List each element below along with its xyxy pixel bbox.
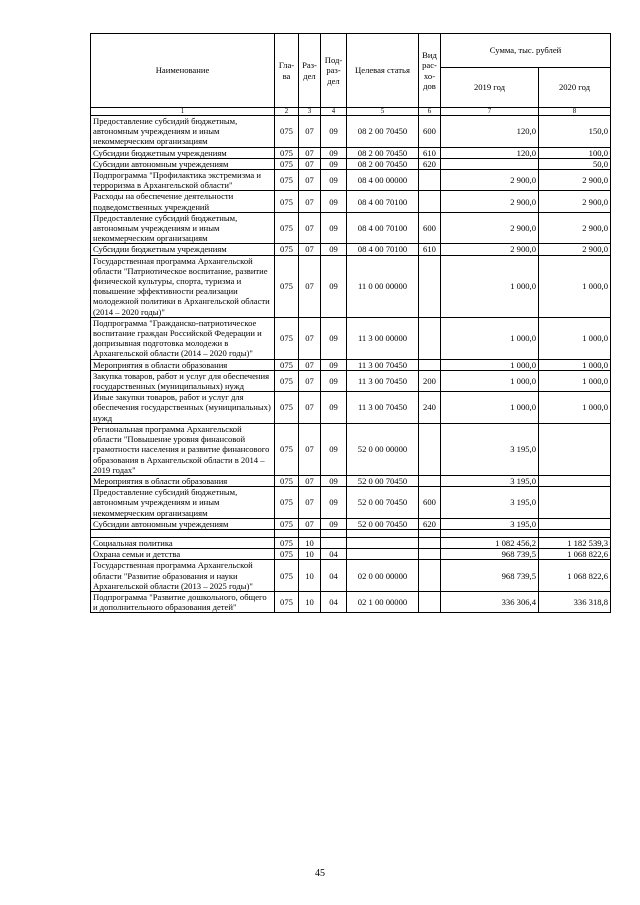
row-target: 02 0 00 00000	[347, 560, 419, 592]
row-name: Закупка товаров, работ и услуг для обеспечения государственных (муниципальных) нужд	[91, 370, 275, 391]
row-2019: 1 000,0	[441, 255, 539, 317]
row-2019: 3 195,0	[441, 518, 539, 529]
row-vid: 610	[419, 147, 441, 158]
row-2020: 1 000,0	[539, 370, 611, 391]
row-podrazdel: 04	[321, 591, 347, 612]
row-podrazdel: 09	[321, 359, 347, 370]
row-vid	[419, 475, 441, 486]
row-name: Региональная программа Архангельской области "Повышение уровня финансовой грамотности населения и развитие финансового образования в Архангельской области в 2014 – 2019 годах"	[91, 423, 275, 475]
row-target: 11 3 00 70450	[347, 392, 419, 424]
row-2019	[441, 529, 539, 537]
col-index: 5	[347, 108, 419, 116]
header-2020: 2020 год	[539, 68, 611, 108]
row-vid	[419, 549, 441, 560]
header-razdel: Раз-дел	[299, 34, 321, 108]
row-razdel	[299, 529, 321, 537]
row-target: 08 2 00 70450	[347, 147, 419, 158]
row-name: Субсидии бюджетным учреждениям	[91, 147, 275, 158]
row-vid	[419, 255, 441, 317]
row-target: 11 3 00 70450	[347, 370, 419, 391]
row-target: 08 4 00 70100	[347, 212, 419, 244]
row-target: 08 4 00 00000	[347, 170, 419, 191]
row-glava: 075	[275, 537, 299, 548]
row-2019: 3 195,0	[441, 423, 539, 475]
row-target: 08 2 00 70450	[347, 116, 419, 148]
table-row	[91, 537, 611, 548]
row-name: Государственная программа Архангельской области "Патриотическое воспитание, развитие физической культуры, спорта, туризма и повышение эффективности реализации молодежной политики в Архангельской области (2014 – 2020 годы)"	[91, 255, 275, 317]
row-name: Подпрограмма "Гражданско-патриотическое воспитание граждан Российской Федерации и допризывная подготовка молодежи в Архангельской области (2014 – 2020 годы)"	[91, 317, 275, 359]
table-row	[91, 170, 611, 191]
header-target: Целевая статья	[347, 34, 419, 108]
table-header	[91, 34, 611, 116]
row-2020: 1 000,0	[539, 359, 611, 370]
row-name: Подпрограмма "Профилактика экстремизма и терроризма в Архангельской области"	[91, 170, 275, 191]
row-name: Субсидии автономным учреждениям	[91, 518, 275, 529]
row-podrazdel: 09	[321, 244, 347, 255]
row-2020: 1 182 539,3	[539, 537, 611, 548]
row-razdel: 07	[299, 317, 321, 359]
header-glava: Гла-ва	[275, 34, 299, 108]
row-2019: 968 739,5	[441, 549, 539, 560]
row-name: Предоставление субсидий бюджетным, автономным учреждениям и иным некоммерческим организациям	[91, 116, 275, 148]
header-name: Наименование	[91, 34, 275, 108]
row-podrazdel: 04	[321, 549, 347, 560]
row-podrazdel: 09	[321, 147, 347, 158]
row-name: Охрана семьи и детства	[91, 549, 275, 560]
col-index: 3	[299, 108, 321, 116]
row-vid: 240	[419, 392, 441, 424]
row-target: 08 4 00 70100	[347, 191, 419, 212]
row-name: Субсидии автономным учреждениям	[91, 158, 275, 169]
table-row	[91, 158, 611, 169]
row-razdel: 07	[299, 370, 321, 391]
col-index: 7	[441, 108, 539, 116]
row-target: 08 2 00 70450	[347, 158, 419, 169]
col-index: 4	[321, 108, 347, 116]
row-2019: 120,0	[441, 116, 539, 148]
row-glava: 075	[275, 191, 299, 212]
row-target: 52 0 00 70450	[347, 475, 419, 486]
row-razdel: 07	[299, 518, 321, 529]
row-podrazdel	[321, 529, 347, 537]
row-podrazdel: 09	[321, 212, 347, 244]
row-podrazdel: 09	[321, 370, 347, 391]
row-podrazdel: 09	[321, 392, 347, 424]
row-2019: 336 306,4	[441, 591, 539, 612]
row-vid: 620	[419, 518, 441, 529]
row-glava: 075	[275, 518, 299, 529]
row-2019: 3 195,0	[441, 487, 539, 519]
row-podrazdel: 09	[321, 317, 347, 359]
table-row	[91, 560, 611, 592]
row-razdel: 07	[299, 158, 321, 169]
header-vid: Вид рас-хо-дов	[419, 34, 441, 108]
row-glava: 075	[275, 359, 299, 370]
row-vid	[419, 191, 441, 212]
row-vid	[419, 317, 441, 359]
row-vid	[419, 423, 441, 475]
row-glava: 075	[275, 170, 299, 191]
row-razdel: 07	[299, 244, 321, 255]
row-2020	[539, 423, 611, 475]
col-index: 6	[419, 108, 441, 116]
row-razdel: 07	[299, 475, 321, 486]
row-glava: 075	[275, 591, 299, 612]
row-glava: 075	[275, 212, 299, 244]
row-2019: 2 900,0	[441, 212, 539, 244]
row-target: 11 3 00 70450	[347, 359, 419, 370]
row-vid	[419, 529, 441, 537]
row-razdel: 10	[299, 560, 321, 592]
row-2020	[539, 518, 611, 529]
row-name	[91, 529, 275, 537]
row-razdel: 07	[299, 170, 321, 191]
row-podrazdel: 09	[321, 158, 347, 169]
row-2020: 50,0	[539, 158, 611, 169]
row-razdel: 07	[299, 147, 321, 158]
header-sum: Сумма, тыс. рублей	[441, 34, 611, 68]
row-razdel: 10	[299, 549, 321, 560]
row-glava	[275, 529, 299, 537]
row-2019: 968 739,5	[441, 560, 539, 592]
row-target: 11 0 00 00000	[347, 255, 419, 317]
row-2019: 2 900,0	[441, 191, 539, 212]
table-row	[91, 244, 611, 255]
row-razdel: 07	[299, 191, 321, 212]
row-vid	[419, 537, 441, 548]
row-name: Расходы на обеспечение деятельности подведомственных учреждений	[91, 191, 275, 212]
row-target	[347, 549, 419, 560]
row-glava: 075	[275, 317, 299, 359]
row-glava: 075	[275, 244, 299, 255]
row-podrazdel: 09	[321, 191, 347, 212]
row-2020: 1 000,0	[539, 392, 611, 424]
row-2020: 100,0	[539, 147, 611, 158]
row-razdel: 10	[299, 591, 321, 612]
row-target: 08 4 00 70100	[347, 244, 419, 255]
row-podrazdel: 09	[321, 475, 347, 486]
table-body	[91, 116, 611, 613]
row-glava: 075	[275, 255, 299, 317]
table-row	[91, 191, 611, 212]
row-target	[347, 529, 419, 537]
row-vid: 610	[419, 244, 441, 255]
table-row	[91, 518, 611, 529]
row-2020	[539, 487, 611, 519]
row-glava: 075	[275, 147, 299, 158]
row-razdel: 07	[299, 359, 321, 370]
row-2019: 2 900,0	[441, 170, 539, 191]
row-glava: 075	[275, 370, 299, 391]
row-2019: 1 082 456,2	[441, 537, 539, 548]
row-2019: 1 000,0	[441, 392, 539, 424]
table-row	[91, 423, 611, 475]
row-glava: 075	[275, 560, 299, 592]
row-glava: 075	[275, 549, 299, 560]
table-row	[91, 549, 611, 560]
table-row	[91, 529, 611, 537]
table-row	[91, 487, 611, 519]
row-vid	[419, 359, 441, 370]
row-2019	[441, 158, 539, 169]
table-row	[91, 392, 611, 424]
row-razdel: 07	[299, 423, 321, 475]
column-index-row	[91, 108, 611, 116]
row-glava: 075	[275, 423, 299, 475]
table-row	[91, 370, 611, 391]
row-2020: 150,0	[539, 116, 611, 148]
row-2020	[539, 475, 611, 486]
table-row	[91, 116, 611, 148]
table-row	[91, 475, 611, 486]
row-target: 52 0 00 70450	[347, 518, 419, 529]
row-name: Подпрограмма "Развитие дошкольного, общего и дополнительного образования детей"	[91, 591, 275, 612]
row-razdel: 07	[299, 392, 321, 424]
page-number: 45	[315, 868, 325, 879]
row-podrazdel: 09	[321, 255, 347, 317]
row-2020	[539, 529, 611, 537]
row-2020: 1 000,0	[539, 317, 611, 359]
row-name: Иные закупки товаров, работ и услуг для обеспечения государственных (муниципальных) нужд	[91, 392, 275, 424]
row-target: 52 0 00 00000	[347, 423, 419, 475]
row-glava: 075	[275, 475, 299, 486]
row-vid	[419, 591, 441, 612]
col-index: 2	[275, 108, 299, 116]
table-row	[91, 591, 611, 612]
row-glava: 075	[275, 487, 299, 519]
row-razdel: 07	[299, 116, 321, 148]
row-target	[347, 537, 419, 548]
row-podrazdel	[321, 537, 347, 548]
row-vid: 600	[419, 212, 441, 244]
row-vid: 200	[419, 370, 441, 391]
row-2020: 1 068 822,6	[539, 560, 611, 592]
row-razdel: 07	[299, 487, 321, 519]
row-razdel: 07	[299, 212, 321, 244]
row-2019: 1 000,0	[441, 317, 539, 359]
row-podrazdel: 09	[321, 170, 347, 191]
row-name: Социальная политика	[91, 537, 275, 548]
row-2020: 2 900,0	[539, 212, 611, 244]
row-2019: 120,0	[441, 147, 539, 158]
row-vid	[419, 170, 441, 191]
row-glava: 075	[275, 158, 299, 169]
row-target: 11 3 00 00000	[347, 317, 419, 359]
table-row	[91, 147, 611, 158]
row-target: 52 0 00 70450	[347, 487, 419, 519]
row-vid: 620	[419, 158, 441, 169]
table-row	[91, 212, 611, 244]
row-2020: 2 900,0	[539, 191, 611, 212]
row-name: Государственная программа Архангельской области "Развитие образования и науки Архангельской области (2013 – 2025 годы)"	[91, 560, 275, 592]
row-2019: 1 000,0	[441, 359, 539, 370]
row-name: Мероприятия в области образования	[91, 359, 275, 370]
row-name: Предоставление субсидий бюджетным, автономным учреждениям и иным некоммерческим организациям	[91, 212, 275, 244]
row-2020: 1 068 822,6	[539, 549, 611, 560]
table-row	[91, 255, 611, 317]
col-index: 8	[539, 108, 611, 116]
row-glava: 075	[275, 392, 299, 424]
row-razdel: 10	[299, 537, 321, 548]
row-name: Предоставление субсидий бюджетным, автономным учреждениям и иным некоммерческим организациям	[91, 487, 275, 519]
row-2019: 3 195,0	[441, 475, 539, 486]
col-index: 1	[91, 108, 275, 116]
row-razdel: 07	[299, 255, 321, 317]
row-2019: 2 900,0	[441, 244, 539, 255]
row-2020: 2 900,0	[539, 170, 611, 191]
table-row	[91, 359, 611, 370]
budget-table	[90, 33, 611, 613]
row-name: Субсидии бюджетным учреждениям	[91, 244, 275, 255]
header-2019: 2019 год	[441, 68, 539, 108]
row-name: Мероприятия в области образования	[91, 475, 275, 486]
row-vid: 600	[419, 116, 441, 148]
row-2020: 1 000,0	[539, 255, 611, 317]
row-podrazdel: 04	[321, 560, 347, 592]
row-target: 02 1 00 00000	[347, 591, 419, 612]
table-row	[91, 317, 611, 359]
row-2020: 2 900,0	[539, 244, 611, 255]
row-2019: 1 000,0	[441, 370, 539, 391]
row-vid: 600	[419, 487, 441, 519]
row-podrazdel: 09	[321, 518, 347, 529]
row-podrazdel: 09	[321, 423, 347, 475]
row-2020: 336 318,8	[539, 591, 611, 612]
row-podrazdel: 09	[321, 487, 347, 519]
header-podrazdel: Под-раз-дел	[321, 34, 347, 108]
row-vid	[419, 560, 441, 592]
row-glava: 075	[275, 116, 299, 148]
row-podrazdel: 09	[321, 116, 347, 148]
